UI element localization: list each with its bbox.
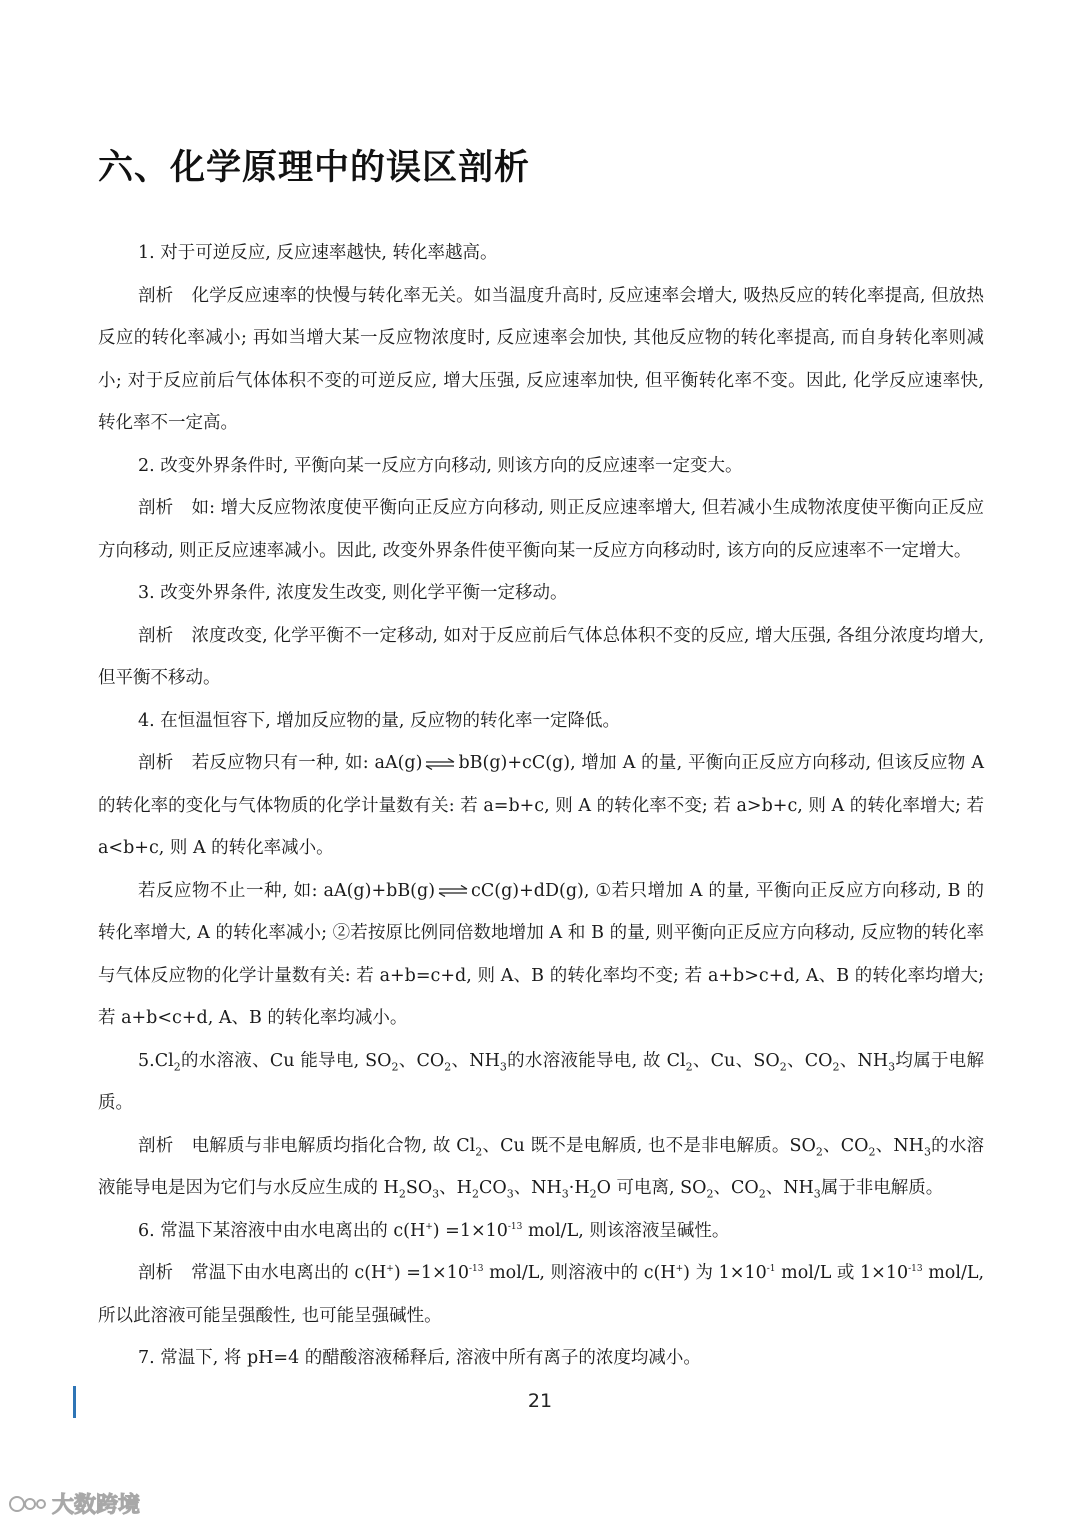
page-title: 六、化学原理中的误区剖析 [98, 148, 531, 188]
equilibrium-arrow-icon [425, 758, 455, 770]
question-6: 6. 常温下某溶液中由水电离出的 $c(H^+) =1\times 10^{-13}$ mol/L, 则该溶液呈碱性。 [138, 1220, 730, 1241]
analysis-2: 剖析 如: 增大反应物浓度使平衡向正反应方向移动, 则正反应速率增大, 但若减小生成物浓度使平衡向正反应方向移动, 则正反应速率减小。因此, 改变外界条件使平衡向某一反应方向移动时, 该方向的反应速率不一定增大。 [98, 498, 985, 561]
analysis-label: 剖析 [138, 1135, 174, 1156]
analysis-label: 剖析 [138, 625, 174, 646]
question-7: 7. 常温下, 将 pH=4 的醋酸溶液稀释后, 溶液中所有离子的浓度均减小。 [138, 1348, 701, 1368]
watermark-logo-icon [8, 1491, 48, 1517]
watermark-text: 大数跨境 [52, 1493, 141, 1518]
analysis-label: 剖析 [138, 1263, 174, 1283]
question-3: 3. 改变外界条件, 浓度发生改变, 则化学平衡一定移动。 [138, 583, 568, 603]
question-2: 2. 改变外界条件时, 平衡向某一反应方向移动, 则该方向的反应速率一定变大。 [138, 455, 743, 476]
question-1: 1. 对于可逆反应, 反应速率越快, 转化率越高。 [138, 243, 498, 263]
analysis-5: 剖析 电解质与非电解质均指化合物, 故 $Cl_2$、Cu 既不是电解质, 也不是非电解质。$SO_2$、$CO_2$、$NH_3$的水溶液能导电是因为它们与水反应生成的 $H_2SO_3$、$H_2CO_3$、$NH_3\cdot H_2O$ 可电离, $SO_2$、$CO_2$、$NH_3$属于非电解质。 [98, 1135, 985, 1201]
analysis-4-continued: 若反应物不止一种, 如: aA(g)+bB(g) cC(g)+dD(g), ①若只增加 A 的量, 平衡向正反应方向移动, B 的转化率增大, A 的转化率减小; ②若按原比例同倍数地增加 A 和 B 的量, 则平衡向正反应方向移动, 反应物的转化率与气体反应物的化学计量数有关: 若 a+b=c+d, 则 A、B 的转化率均不变; 若 a+b>c+d, A、B 的转化率均增大; 若 a+b<c+d, A、B 的转化率均减小。 [98, 880, 984, 1028]
analysis-1: 剖析 化学反应速率的快慢与转化率无关。如当温度升高时, 反应速率会增大, 吸热反应的转化率提高, 但放热反应的转化率减小; 再如当增大某一反应物浓度时, 反应速率会加快, 其他反应物的转化率提高, 而自身转化率则减小; 对于反应前后气体体积不变的可逆反应, 增大压强, 反应速率加快, 但平衡转化率不变。因此, 化学反应速率快, 转化率不一定高。 [98, 285, 984, 433]
analysis-3: 剖析 浓度改变, 化学平衡不一定移动, 如对于反应前后气体总体积不变的反应, 增大压强, 各组分浓度均增大, 但平衡不移动。 [98, 625, 985, 688]
question-4: 4. 在恒温恒容下, 增加反应物的量, 反应物的转化率一定降低。 [138, 710, 621, 731]
page-number: 21 [527, 1390, 553, 1412]
analysis-label: 剖析 [138, 753, 174, 773]
analysis-6: 剖析 常温下由水电离出的 $c(H^+) =1\times 10^{-13}$ mol/L, 则溶液中的 c(H+) 为 $1\times 10^{-1}$ mol/L 或 $1\times 10^{-13}$ mol/L, 所以此溶液可能呈强酸性, 也可能呈强碱性。 [98, 1263, 985, 1326]
equilibrium-arrow-icon [438, 885, 468, 897]
analysis-label: 剖析 [138, 498, 174, 518]
document-body [98, 232, 984, 1380]
analysis-label: 剖析 [138, 285, 174, 306]
watermark [8, 1488, 140, 1519]
question-5: $5.Cl_2$的水溶液、Cu 能导电, $SO_2$、$CO_2$、$NH_3$的水溶液能导电, 故 $Cl_2$、Cu、$SO_2$、$CO_2$、$NH_3$均属于电解质。 [98, 1050, 985, 1113]
analysis-4: 剖析 若反应物只有一种, 如: aA(g) bB(g)+cC(g), 增加 A 的量, 平衡向正反应方向移动, 但该反应物 A 的转化率的变化与气体物质的化学计量数有关: 若 a=b+c, 则 A 的转化率不变; 若 a>b+c, 则 A 的转化率增大; 若 a<b+c, 则 A 的转化率减小。 [98, 753, 984, 858]
